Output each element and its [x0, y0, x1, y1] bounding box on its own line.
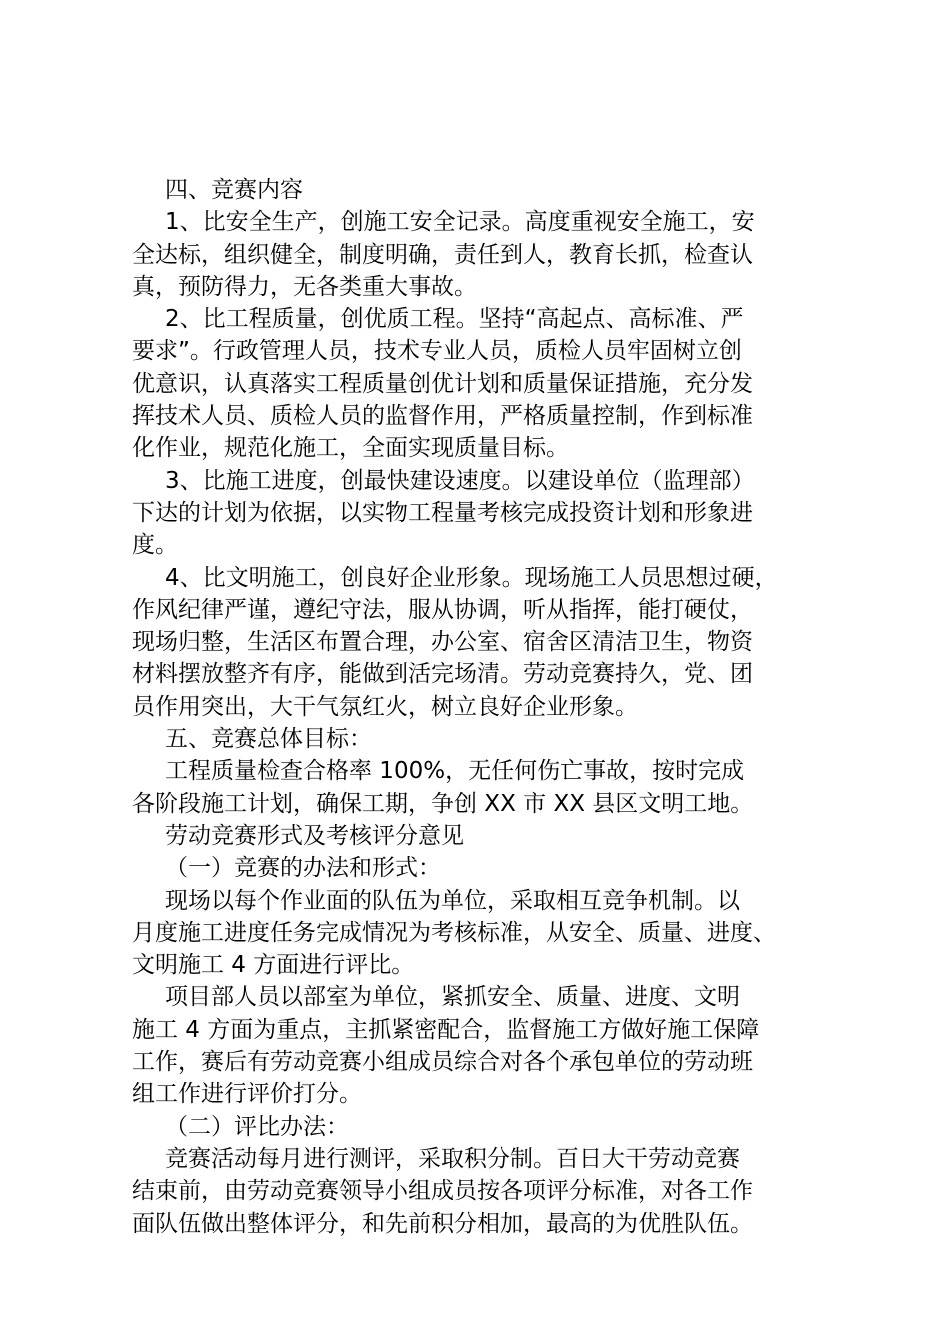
paragraph-line: 文明施工 4 方面进行评比。 [132, 952, 415, 979]
paragraph-line: 下达的计划为依据，以实物工程量考核完成投资计划和形象进 [132, 499, 753, 526]
paragraph-line: 工程质量检查合格率 100%，无任何伤亡事故，按时完成 [165, 758, 745, 785]
subsection-heading-1: （一）竞赛的办法和形式： [165, 855, 441, 882]
paragraph-line: 工作，赛后有劳动竞赛小组成员综合对各个承包单位的劳动班 [132, 1049, 753, 1076]
section-heading-4: 四、竞赛内容 [165, 177, 303, 203]
paragraph-line: 优意识，认真落实工程质量创优计划和质量保证措施，充分发 [132, 370, 753, 397]
paragraph-line: 全达标，组织健全，制度明确，责任到人，教育长抓，检查认 [132, 241, 753, 268]
paragraph-line: 材料摆放整齐有序，能做到活完场清。劳动竞赛持久，党、团 [132, 661, 753, 688]
paragraph-line: 要求”。行政管理人员，技术专业人员，质检人员牢固树立创 [132, 338, 742, 365]
paragraph-line: 项目部人员以部室为单位，紧抓安全、质量、进度、文明 [165, 984, 740, 1011]
section-heading-5: 五、竞赛总体目标： [165, 726, 372, 753]
document-body [132, 174, 844, 1240]
paragraph-line: 现场以每个作业面的队伍为单位，采取相互竞争机制。以 [165, 887, 740, 914]
paragraph-line: 化作业，规范化施工，全面实现质量目标。 [132, 435, 569, 462]
paragraph-line: 度。 [132, 532, 178, 559]
paragraph-line: 组工作进行评价打分。 [132, 1081, 362, 1108]
paragraph-line: 施工 4 方面为重点，主抓紧密配合，监督施工方做好施工保障 [132, 1016, 760, 1043]
paragraph-line: 4、比文明施工，创良好企业形象。现场施工人员思想过硬， [165, 564, 778, 591]
paragraph-line: 作风纪律严谨，遵纪守法，服从协调，听从指挥，能打硬仗， [132, 596, 753, 623]
paragraph-line: 挥技术人员、质检人员的监督作用，严格质量控制，作到标准 [132, 403, 753, 430]
paragraph-line: 竞赛活动每月进行测评，采取积分制。百日大干劳动竞赛 [165, 1145, 740, 1172]
paragraph-line: 现场归整，生活区布置合理，办公室、宿舍区清洁卫生，物资 [132, 629, 753, 656]
paragraph-line: 结束前，由劳动竞赛领导小组成员按各项评分标准，对各工作 [132, 1178, 753, 1205]
paragraph-line: 各阶段施工计划，确保工期，争创 XX 市 XX 县区文明工地。 [132, 790, 754, 817]
paragraph-line: 2、比工程质量，创优质工程。坚持“高起点、高标准、严 [165, 306, 744, 333]
section-heading-competition-form: 劳动竞赛形式及考核评分意见 [165, 822, 464, 849]
subsection-heading-2: （二）评比办法： [165, 1113, 349, 1140]
paragraph-line: 1、比安全生产，创施工安全记录。高度重视安全施工，安 [165, 209, 755, 236]
paragraph-line: 员作用突出，大干气氛红火，树立良好企业形象。 [132, 693, 638, 720]
paragraph-line: 面队伍做出整体评分，和先前积分相加，最高的为优胜队伍。 [132, 1210, 753, 1237]
paragraph-line: 真，预防得力，无各类重大事故。 [132, 273, 477, 300]
paragraph-line: 3、比施工进度，创最快建设速度。以建设单位（监理部） [165, 467, 755, 494]
paragraph-line: 月度施工进度任务完成情况为考核标准，从安全、质量、进度、 [132, 919, 776, 946]
